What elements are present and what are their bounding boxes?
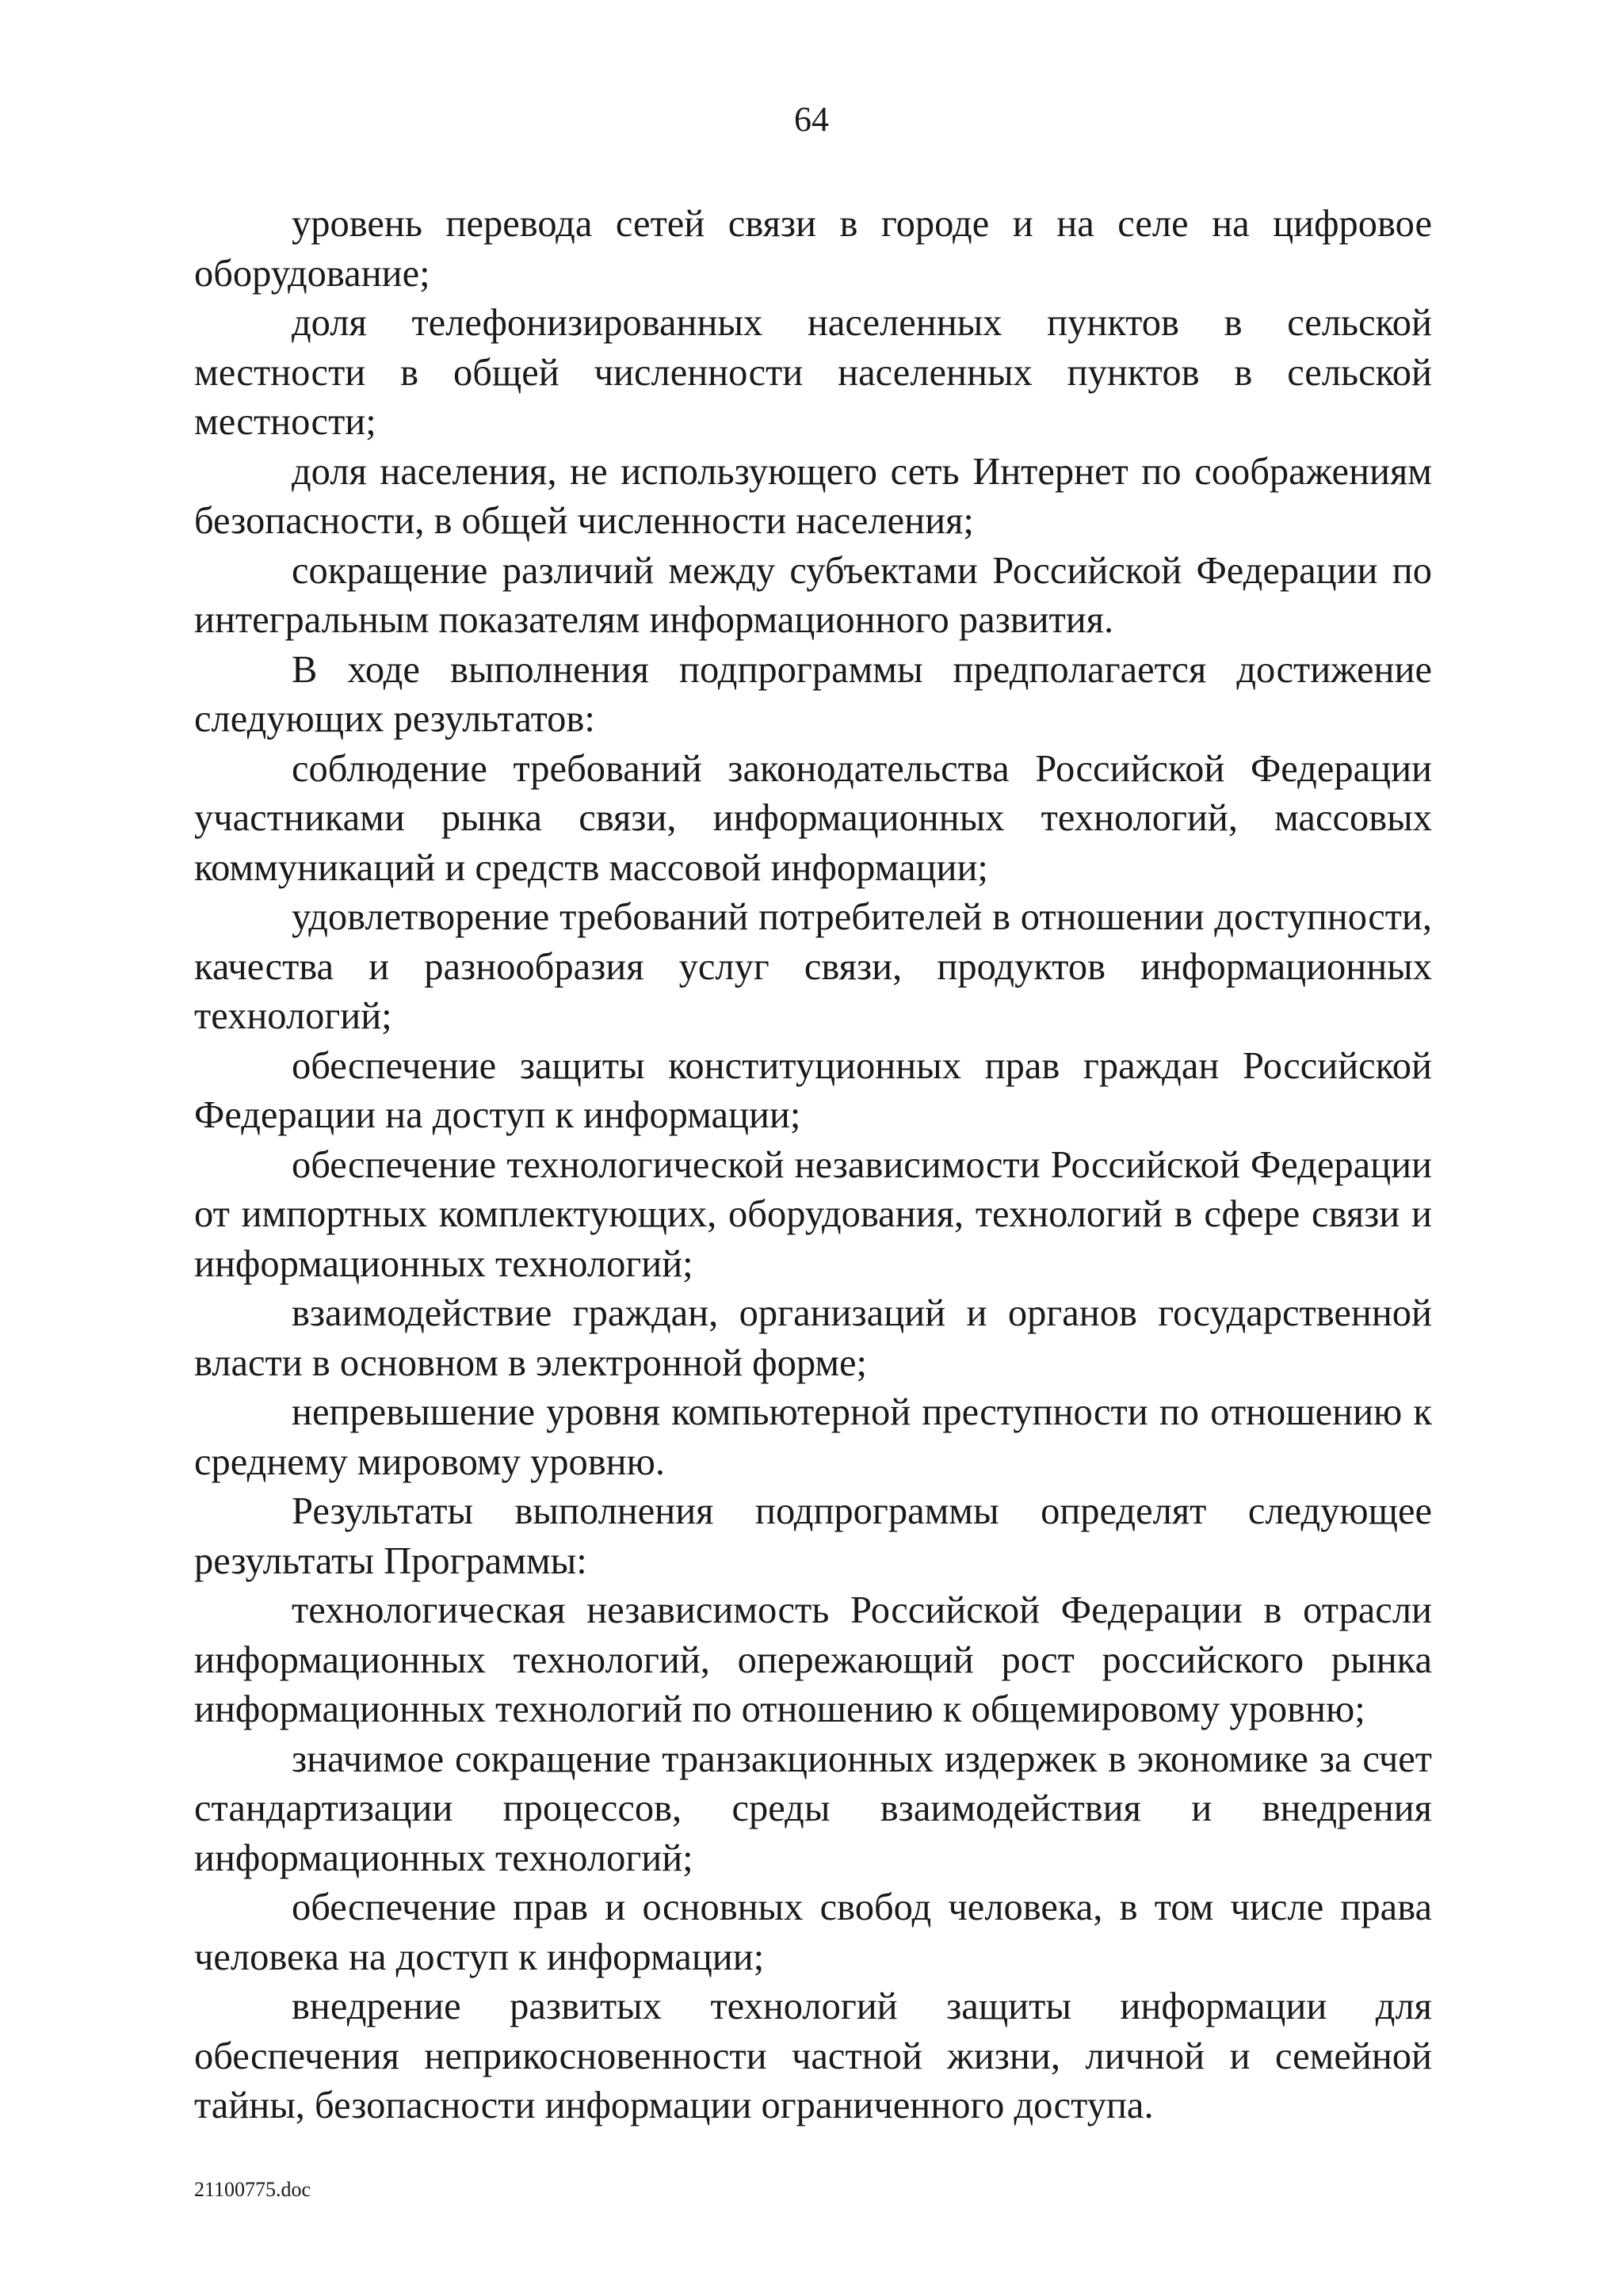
footer-filename: 21100775.doc <box>194 2178 311 2201</box>
paragraph: непревышение уровня компьютерной преступности по отношению к среднему мировому уровню. <box>194 1391 1432 1483</box>
paragraph: обеспечение защиты конституционных прав граждан Российской Федерации на доступ к информации; <box>194 1044 1432 1136</box>
paragraph: доля телефонизированных населенных пунктов в сельской местности в общей численности населенных пунктов в сельской местности; <box>194 302 1432 443</box>
body-text <box>194 200 1432 2131</box>
paragraph: обеспечение технологической независимости Российской Федерации от импортных комплектующих, оборудования, технологий в сфере связи и информационных технологий; <box>194 1143 1432 1285</box>
paragraph: соблюдение требований законодательства Российской Федерации участниками рынка связи, информационных технологий, массовых коммуникаций и средств массовой информации; <box>194 747 1432 889</box>
paragraph: уровень перевода сетей связи в городе и на селе на цифровое оборудование; <box>194 203 1432 295</box>
paragraph: взаимодействие граждан, организаций и органов государственной власти в основном в электронной форме; <box>194 1292 1432 1384</box>
paragraph: удовлетворение требований потребителей в отношении доступности, качества и разнообразия услуг связи, продуктов информационных технологий; <box>194 896 1432 1037</box>
paragraph: В ходе выполнения подпрограммы предполагается достижение следующих результатов: <box>194 648 1432 740</box>
paragraph: технологическая независимость Российской Федерации в отрасли информационных технологий, опережающий рост российского рынка информационных технологий по отношению к общемировому уровню; <box>194 1589 1432 1730</box>
paragraph: Результаты выполнения подпрограммы определят следующее результаты Программы: <box>194 1490 1432 1582</box>
paragraph: обеспечение прав и основных свобод человека, в том числе права человека на доступ к информации; <box>194 1886 1432 1978</box>
paragraph: значимое сокращение транзакционных издержек в экономике за счет стандартизации процессов, среды взаимодействия и внедрения информационных технологий; <box>194 1737 1432 1879</box>
paragraph: доля населения, не использующего сеть Интернет по соображениям безопасности, в общей численности населения; <box>194 450 1432 542</box>
paragraph: внедрение развитых технологий защиты информации для обеспечения неприкосновенности частной жизни, личной и семейной тайны, безопасности информации ограниченного доступа. <box>194 1985 1432 2126</box>
paragraph: сокращение различий между субъектами Российской Федерации по интегральным показателям информационного развития. <box>194 549 1432 641</box>
page-number: 64 <box>794 100 829 139</box>
